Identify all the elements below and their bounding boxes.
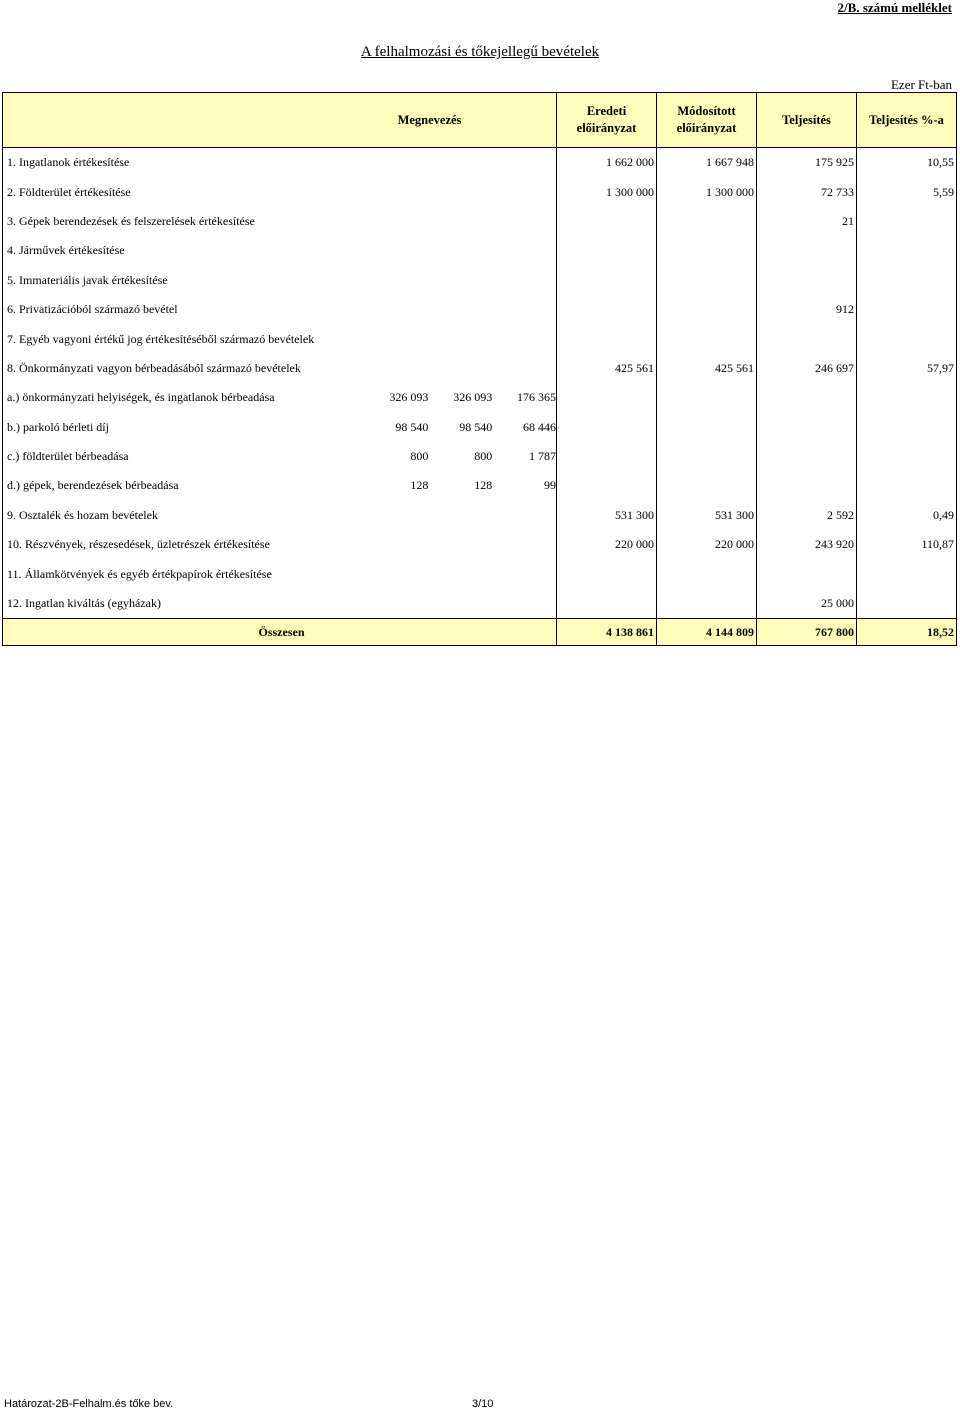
row-original: 425 561: [557, 354, 657, 383]
row-percent: [857, 266, 957, 295]
row-modified: 531 300: [657, 501, 757, 530]
annex-label: 2/B. számú melléklet: [837, 0, 952, 15]
table-row: [3, 589, 957, 619]
revenue-table: [2, 92, 957, 646]
row-modified: [657, 559, 757, 588]
row-fulfillment: [757, 324, 857, 353]
row-name: 1. Ingatlanok értékesítése: [3, 148, 557, 178]
total-original: 4 138 861: [557, 619, 657, 646]
table-row: [3, 148, 957, 178]
row-original: [557, 266, 657, 295]
row-name: 3. Gépek berendezések és felszerelések értékesítése: [3, 207, 557, 236]
row-original: [557, 559, 657, 588]
row-modified: [657, 266, 757, 295]
row-percent: 57,97: [857, 354, 957, 383]
row-percent: [857, 589, 957, 619]
table-row: [3, 177, 957, 206]
header-original-line1: Eredeti: [586, 104, 627, 118]
row-percent: 110,87: [857, 530, 957, 559]
sub-row-modified: 326 093: [453, 390, 493, 405]
row-percent: [857, 559, 957, 588]
row-fulfillment: 72 733: [757, 177, 857, 206]
sub-row-fulfillment: 1 787: [529, 449, 557, 464]
row-modified: [657, 295, 757, 324]
row-original: 1 662 000: [557, 148, 657, 178]
row-name: 8. Önkormányzati vagyon bérbeadásából származó bevételek: [3, 354, 557, 383]
header-name-label: Megnevezés: [397, 112, 462, 127]
sub-row-label: c.) földterület bérbeadása: [7, 449, 129, 464]
row-fulfillment: 912: [757, 295, 857, 324]
table-row: [3, 530, 957, 559]
row-original: 1 300 000: [557, 177, 657, 206]
sub-row: [3, 442, 957, 471]
row-percent: 10,55: [857, 148, 957, 178]
sub-row-fulfillment: 68 446: [523, 419, 557, 434]
table-row: [3, 559, 957, 588]
header-name: [3, 93, 557, 148]
sub-row-cell: [3, 383, 557, 412]
sub-row: [3, 471, 957, 500]
sub-row-modified: 128: [474, 478, 493, 493]
row-name: 9. Osztalék és hozam bevételek: [3, 501, 557, 530]
header-modified-line2: előirányzat: [676, 121, 737, 135]
row-percent: [857, 236, 957, 265]
table-row: [3, 207, 957, 236]
sub-row-cell: [3, 471, 557, 500]
row-original: [557, 207, 657, 236]
row-original: [557, 589, 657, 619]
table-row: [3, 501, 957, 530]
table-row: [3, 324, 957, 353]
row-fulfillment: 175 925: [757, 148, 857, 178]
row-name: 4. Járművek értékesítése: [3, 236, 557, 265]
table-row: [3, 295, 957, 324]
row-fulfillment: [757, 236, 857, 265]
header-modified: [657, 93, 757, 148]
row-percent: [857, 324, 957, 353]
row-fulfillment: [757, 559, 857, 588]
row-fulfillment: 21: [757, 207, 857, 236]
sub-row-original: 800: [410, 449, 429, 464]
header-original-line2: előirányzat: [576, 121, 637, 135]
row-fulfillment: 243 920: [757, 530, 857, 559]
row-fulfillment: 2 592: [757, 501, 857, 530]
sub-row-modified: 98 540: [459, 419, 493, 434]
row-name: 7. Egyéb vagyoni értékű jog értékesítéséből származó bevételek: [3, 324, 557, 353]
sub-row-original: 98 540: [395, 419, 429, 434]
total-percent: 18,52: [857, 619, 957, 646]
row-original: [557, 236, 657, 265]
footer-page-number: 3/10: [472, 1398, 494, 1410]
table-row: [3, 354, 957, 383]
sub-row: [3, 413, 957, 442]
unit-label: Ezer Ft-ban: [890, 77, 952, 92]
sub-row-label: a.) önkormányzati helyiségek, és ingatlanok bérbeadása: [7, 390, 275, 405]
table-header-row: [3, 93, 957, 148]
row-original: [557, 295, 657, 324]
row-name: 10. Részvények, részesedések, üzletrészek értékesítése: [3, 530, 557, 559]
header-original: [557, 93, 657, 148]
row-percent: 0,49: [857, 501, 957, 530]
row-modified: 220 000: [657, 530, 757, 559]
total-modified: 4 144 809: [657, 619, 757, 646]
row-name: 12. Ingatlan kiváltás (egyházak): [3, 589, 557, 619]
row-percent: [857, 207, 957, 236]
row-name: 5. Immateriális javak értékesítése: [3, 266, 557, 295]
row-modified: [657, 589, 757, 619]
sub-row-modified: 800: [474, 449, 493, 464]
row-modified: 425 561: [657, 354, 757, 383]
table-row: [3, 266, 957, 295]
row-fulfillment: 246 697: [757, 354, 857, 383]
sub-row-cell: [3, 413, 557, 442]
sub-row-fulfillment: 176 365: [517, 390, 557, 405]
row-name: 6. Privatizációból származó bevétel: [3, 295, 557, 324]
row-original: [557, 324, 657, 353]
sub-row-label: d.) gépek, berendezések bérbeadása: [7, 478, 179, 493]
header-percent: Teljesítés %-a: [857, 93, 957, 148]
row-original: 220 000: [557, 530, 657, 559]
header-fulfillment: Teljesítés: [757, 93, 857, 148]
row-name: 2. Földterület értékesítése: [3, 177, 557, 206]
row-original: 531 300: [557, 501, 657, 530]
page-title: A felhalmozási és tőkejellegű bevételek: [360, 44, 600, 60]
row-modified: [657, 324, 757, 353]
row-modified: [657, 236, 757, 265]
sub-row-original: 326 093: [389, 390, 429, 405]
row-modified: 1 667 948: [657, 148, 757, 178]
sub-row-label: b.) parkoló bérleti díj: [7, 419, 109, 434]
row-fulfillment: 25 000: [757, 589, 857, 619]
sub-row-cell: [3, 442, 557, 471]
row-fulfillment: [757, 266, 857, 295]
table-row: [3, 236, 957, 265]
sub-row: [3, 383, 957, 412]
total-row: [3, 619, 957, 646]
row-percent: [857, 295, 957, 324]
row-name: 11. Államkötvények és egyéb értékpapírok értékesítése: [3, 559, 557, 588]
row-percent: 5,59: [857, 177, 957, 206]
footer-filename: Határozat-2B-Felhalm.és tőke bev.: [4, 1398, 174, 1410]
sub-row-original: 128: [410, 478, 429, 493]
header-modified-line1: Módosított: [677, 104, 736, 118]
row-modified: [657, 207, 757, 236]
row-modified: 1 300 000: [657, 177, 757, 206]
total-fulfillment: 767 800: [757, 619, 857, 646]
sub-row-fulfillment: 99: [544, 478, 557, 493]
total-label: Összesen: [3, 619, 557, 646]
